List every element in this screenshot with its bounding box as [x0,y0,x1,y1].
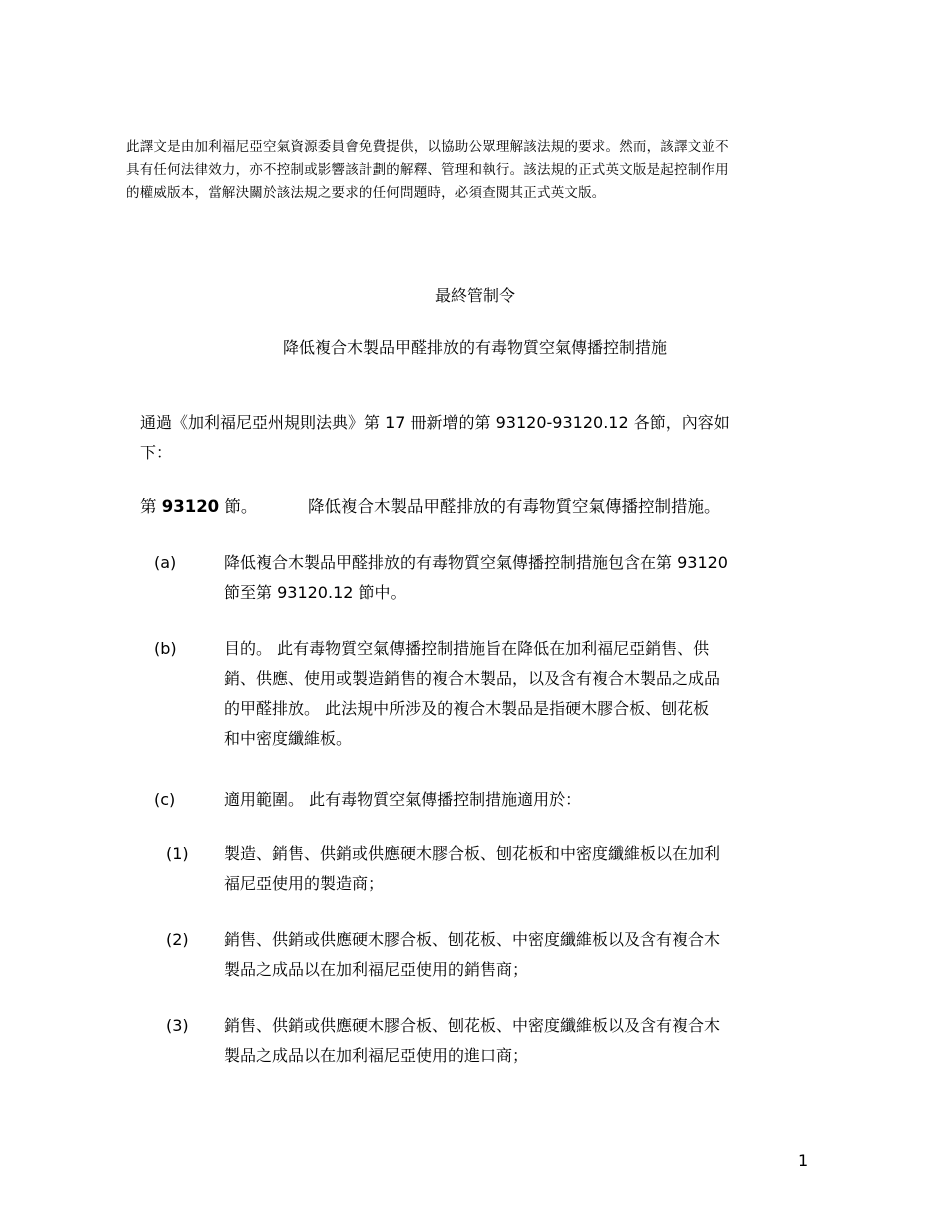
paragraph-marker: (3) [166,1016,189,1035]
subsection-body [224,634,806,754]
body-line: 和中密度纖維板。 [224,729,353,748]
paragraph-marker: (2) [166,930,189,949]
disclaimer-line: 此譯文是由加利福尼亞空氣資源委員會免費提供，以協助公眾理解該法規的要求。然而，該譯文並不 [126,139,729,155]
paragraph-body [224,1011,806,1071]
body-line: 的甲醛排放。 此法規中所涉及的複合木製品是指硬木膠合板、刨花板 [224,699,710,718]
page-number: 1 [798,1151,809,1170]
paragraph-body [224,839,806,899]
body-line: 適用範圍。 此有毒物質空氣傳播控制措施適用於： [224,790,582,809]
intro-line: 下： [140,443,173,462]
subsection-marker: (c) [154,790,176,809]
section-heading [140,494,830,520]
body-line: 福尼亞使用的製造商； [224,874,385,893]
body-line: 製品之成品以在加利福尼亞使用的進口商； [224,1046,529,1065]
section-prefix: 第 [140,497,157,516]
section-number: 93120 [161,497,220,516]
paragraph-marker: (1) [166,844,189,863]
subsection-marker: (b) [154,639,177,658]
order-title: 最終管制令 [434,286,515,305]
intro-line: 通過《加利福尼亞州規則法典》第 17 冊新增的第 93120-93120.12 各節，內容如 [140,413,730,432]
disclaimer-line: 的權威版本，當解決關於該法規之要求的任何問題時，必須查閱其正式英文版。 [126,185,606,201]
section-suffix: 節。 [224,497,258,516]
body-line: 銷售、供銷或供應硬木膠合板、刨花板、中密度纖維板以及含有複合木 [224,1016,721,1035]
disclaimer-line: 具有任何法律效力，亦不控制或影響該計劃的解釋、管理和執行。該法規的正式英文版是起控制作用 [126,162,729,178]
body-line: 製造、銷售、供銷或供應硬木膠合板、刨花板和中密度纖維板以在加利 [224,844,721,863]
intro-paragraph [140,408,810,468]
subsection-body [224,548,806,608]
measure-title: 降低複合木製品甲醛排放的有毒物質空氣傳播控制措施 [282,338,667,357]
subsection-body [224,785,806,815]
paragraph-body [224,925,806,985]
section-title: 降低複合木製品甲醛排放的有毒物質空氣傳播控制措施。 [308,497,721,516]
subsection-marker: (a) [154,553,177,572]
body-line: 製品之成品以在加利福尼亞使用的銷售商； [224,960,529,979]
body-line: 降低複合木製品甲醛排放的有毒物質空氣傳播控制措施包含在第 93120 [224,553,728,572]
translation-disclaimer [126,136,816,205]
body-line: 節至第 93120.12 節中。 [224,583,407,602]
body-line: 銷、供應、使用或製造銷售的複合木製品，以及含有複合木製品之成品 [224,669,721,688]
body-line: 目的。 此有毒物質空氣傳播控制措施旨在降低在加利福尼亞銷售、供 [224,639,710,658]
body-line: 銷售、供銷或供應硬木膠合板、刨花板、中密度纖維板以及含有複合木 [224,930,721,949]
